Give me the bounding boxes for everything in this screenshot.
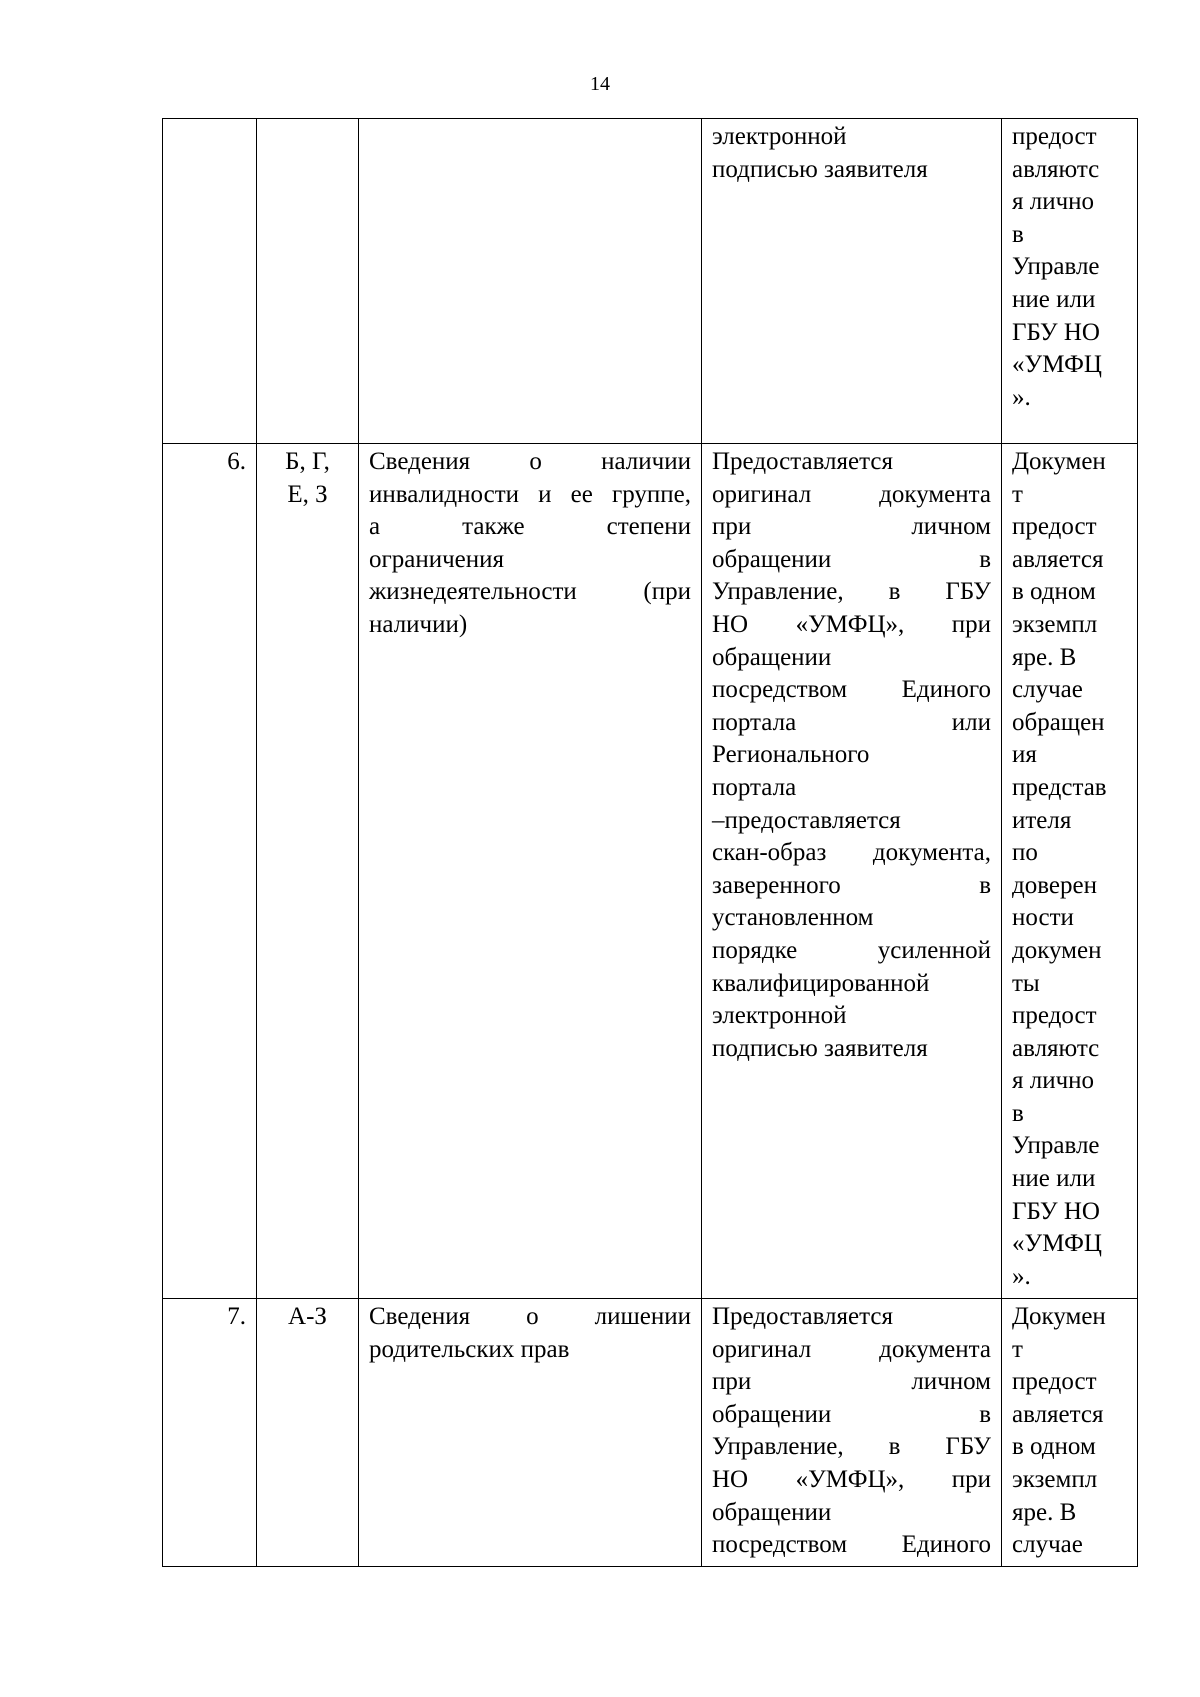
text-line: в <box>1012 1099 1024 1127</box>
submission-method-cell <box>702 1299 1002 1567</box>
text-line: в <box>1012 220 1024 248</box>
submission-method-cell <box>702 444 1002 1299</box>
text-line: электронной <box>712 1002 847 1030</box>
text-line: ние или <box>1012 285 1096 313</box>
text-line: ГБУ НО <box>1012 318 1100 346</box>
note-cell <box>1002 1299 1138 1567</box>
text-line: обращении <box>712 1498 832 1526</box>
text-line: ». <box>1012 383 1031 411</box>
text-line: обращении в <box>712 1400 991 1428</box>
text-line: Предоставляется <box>712 448 893 475</box>
text-line: авляется <box>1012 1400 1104 1428</box>
text-line: установленном <box>712 904 874 932</box>
text-line: при личном <box>712 513 991 541</box>
text-line: подписью заявителя <box>712 155 928 183</box>
text-line: предост <box>1012 513 1097 541</box>
text-line: при личном <box>712 1368 991 1396</box>
text-line: Докумен <box>1012 1303 1106 1330</box>
text-line: инвалидности и ее группе, <box>369 480 691 508</box>
text-line: Управле <box>1012 253 1100 281</box>
text-line: ние или <box>1012 1165 1096 1193</box>
text-line: посредством Единого <box>712 1531 991 1559</box>
text-line: обращении в <box>712 545 991 573</box>
text-line: я лично <box>1012 1067 1095 1095</box>
text-line: порядке усиленной <box>712 936 991 964</box>
text-line: ». <box>1012 1262 1031 1290</box>
row-number-cell: 7. <box>163 1299 257 1567</box>
text-line: авляютс <box>1012 155 1100 183</box>
text-line: экземпл <box>1012 610 1098 638</box>
table-row <box>163 1299 1138 1567</box>
page-number: 14 <box>590 73 610 95</box>
text-line: предост <box>1012 1368 1097 1396</box>
text-line: яре. В <box>1012 643 1077 671</box>
text-line: в одном <box>1012 1433 1096 1461</box>
text-line: яре. В <box>1012 1498 1077 1526</box>
text-line: ГБУ НО <box>1012 1197 1100 1225</box>
note-cell <box>1002 119 1138 444</box>
text-line: ограничения <box>369 545 505 573</box>
text-line: т <box>1012 480 1023 508</box>
text-line: «УМФЦ <box>1012 351 1102 379</box>
applicant-category-cell <box>257 1299 359 1567</box>
text-line: Управление, в ГБУ <box>712 1433 991 1461</box>
text-line: ты <box>1012 969 1040 997</box>
text-line: портала <box>712 773 797 801</box>
text-line: в одном <box>1012 578 1096 606</box>
text-line: жизнедеятельности (при <box>369 578 691 606</box>
text-line: квалифицированной <box>712 969 930 997</box>
text-line: скан-образ документа, <box>712 839 991 867</box>
text-line: –предоставляется <box>712 806 901 834</box>
text-line: оригинал документа <box>712 1335 991 1363</box>
text-line: посредством Единого <box>712 676 991 704</box>
text-line: Предоставляется <box>712 1303 893 1330</box>
text-line: т <box>1012 1335 1023 1363</box>
text-line: портала или <box>712 708 991 736</box>
applicant-category-cell <box>257 119 359 444</box>
text-line: ия <box>1012 741 1037 769</box>
text-line: А-З <box>288 1303 327 1330</box>
text-line: по <box>1012 839 1038 867</box>
text-line: НО «УМФЦ», при <box>712 610 991 638</box>
text-line: а также степени <box>369 513 691 541</box>
text-line: оригинал документа <box>712 480 991 508</box>
row-number-cell <box>163 119 257 444</box>
text-line: докумен <box>1012 936 1102 964</box>
text-line: Управление, в ГБУ <box>712 578 991 606</box>
text-line: случае <box>1012 676 1083 704</box>
table-row <box>163 444 1138 1299</box>
text-line: Регионального <box>712 741 870 769</box>
document-description-cell <box>359 1299 702 1567</box>
text-line: Управле <box>1012 1132 1100 1160</box>
text-line: доверен <box>1012 871 1097 899</box>
text-line: ности <box>1012 904 1074 932</box>
text-line: электронной <box>712 123 847 150</box>
text-line: родительских прав <box>369 1335 570 1363</box>
text-line: подписью заявителя <box>712 1034 928 1062</box>
text-line: наличии) <box>369 610 468 638</box>
table-row <box>163 119 1138 444</box>
text-line: Б, Г, <box>285 448 330 475</box>
applicant-category-cell <box>257 444 359 1299</box>
text-line: Сведения о лишении <box>369 1303 691 1330</box>
text-line: экземпл <box>1012 1465 1098 1493</box>
row-number-cell: 6. <box>163 444 257 1299</box>
document-description-cell <box>359 444 702 1299</box>
submission-method-cell <box>702 119 1002 444</box>
text-line: Сведения о наличии <box>369 448 691 475</box>
text-line: обращен <box>1012 708 1105 736</box>
text-line: Е, З <box>287 480 328 508</box>
text-line: заверенного в <box>712 871 991 899</box>
text-line: Докумен <box>1012 448 1106 475</box>
note-cell <box>1002 444 1138 1299</box>
text-line: НО «УМФЦ», при <box>712 1465 991 1493</box>
documents-table <box>162 118 1138 1567</box>
text-line: предост <box>1012 123 1097 150</box>
text-line: случае <box>1012 1531 1083 1559</box>
text-line: представ <box>1012 773 1107 801</box>
text-line: я лично <box>1012 188 1095 216</box>
text-line: авляютс <box>1012 1034 1100 1062</box>
text-line: обращении <box>712 643 832 671</box>
text-line: предост <box>1012 1002 1097 1030</box>
text-line: авляется <box>1012 545 1104 573</box>
text-line: «УМФЦ <box>1012 1230 1102 1258</box>
text-line: ителя <box>1012 806 1072 834</box>
document-description-cell <box>359 119 702 444</box>
